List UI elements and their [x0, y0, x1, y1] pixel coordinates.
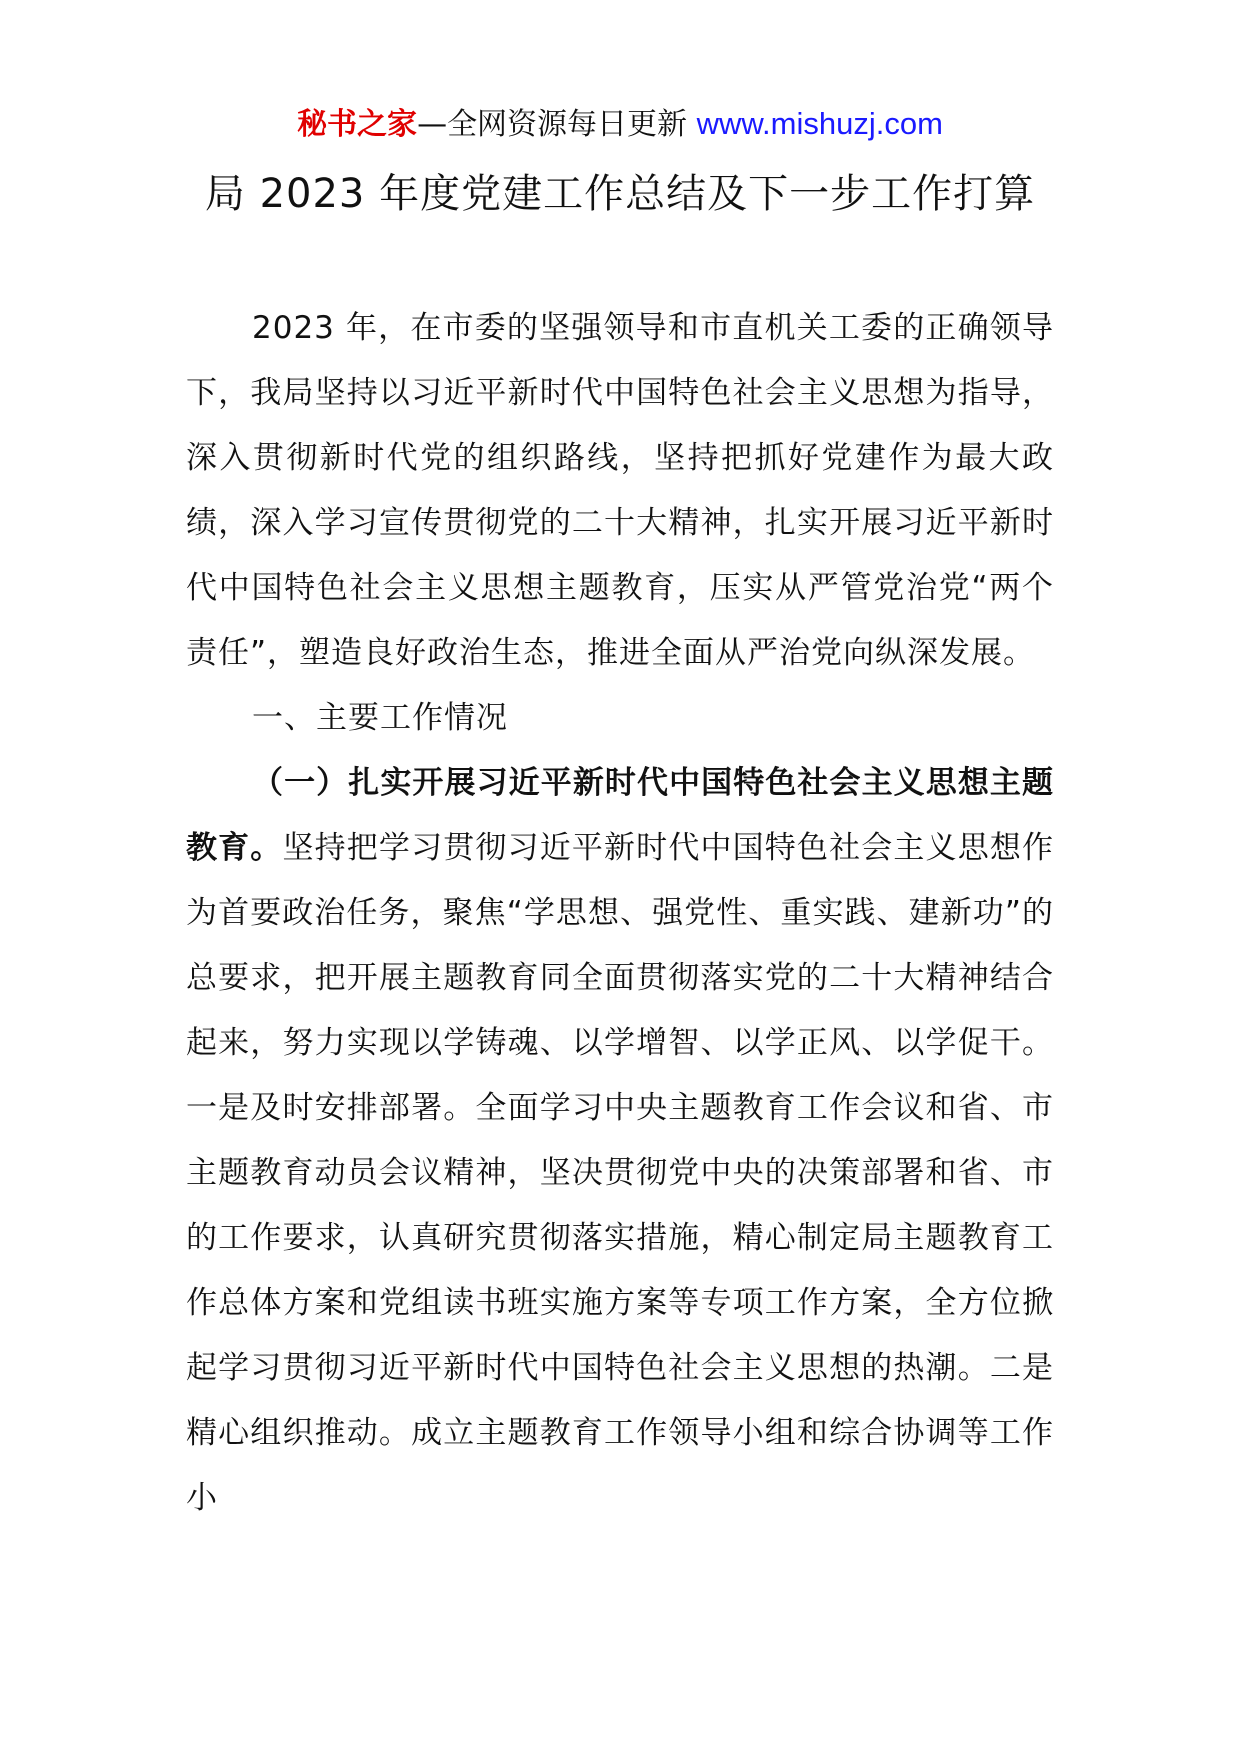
site-url-link[interactable]: www.mishuzj.com [696, 106, 943, 141]
subsection-heading: （一）扎实开展习近平新时代中国特色社会主义思想主题教育。 [186, 765, 1054, 866]
section-heading: 一、主要工作情况 [252, 700, 508, 736]
subsection-text: 坚持把学习贯彻习近平新时代中国特色社会主义思想作为首要政治任务，聚焦“学思想、强党性、重实践、建新功”的总要求，把开展主题教育同全面贯彻落实党的二十大精神结合起来，努力实现以学铸魂、以学增智、以学正风、以学促干。一是及时安排部署。全面学习中央主题教育工作会议和省、市主题教育动员会议精神，坚决贯彻党中央的决策部署和省、市的工作要求，认真研究贯彻落实措施，精心制定局主题教育工作总体方案和党组读书班实施方案等专项工作方案，全方位掀起学习贯彻习近平新时代中国特色社会主义思想的热潮。二是精心组织推动。成立主题教育工作领导小组和综合协调等工作小 [186, 830, 1055, 1516]
site-header [0, 102, 1240, 147]
subsection-paragraph [186, 751, 1054, 1531]
site-slogan: —全网资源每日更新 [417, 107, 688, 142]
site-brand: 秘书之家 [297, 107, 418, 142]
document-title: 局 2023 年度党建工作总结及下一步工作打算 [204, 171, 1036, 217]
intro-paragraph: 2023 年，在市委的坚强领导和市直机关工委的正确领导下，我局坚持以习近平新时代中国特色社会主义思想为指导，深入贯彻新时代党的组织路线，坚持把抓好党建作为最大政绩，深入学习宣传贯彻党的二十大精神，扎实开展习近平新时代中国特色社会主义思想主题教育，压实从严管党治党“两个责任”，塑造良好政治生态，推进全面从严治党向纵深发展。 [186, 310, 1054, 671]
document-body [186, 296, 1054, 1531]
